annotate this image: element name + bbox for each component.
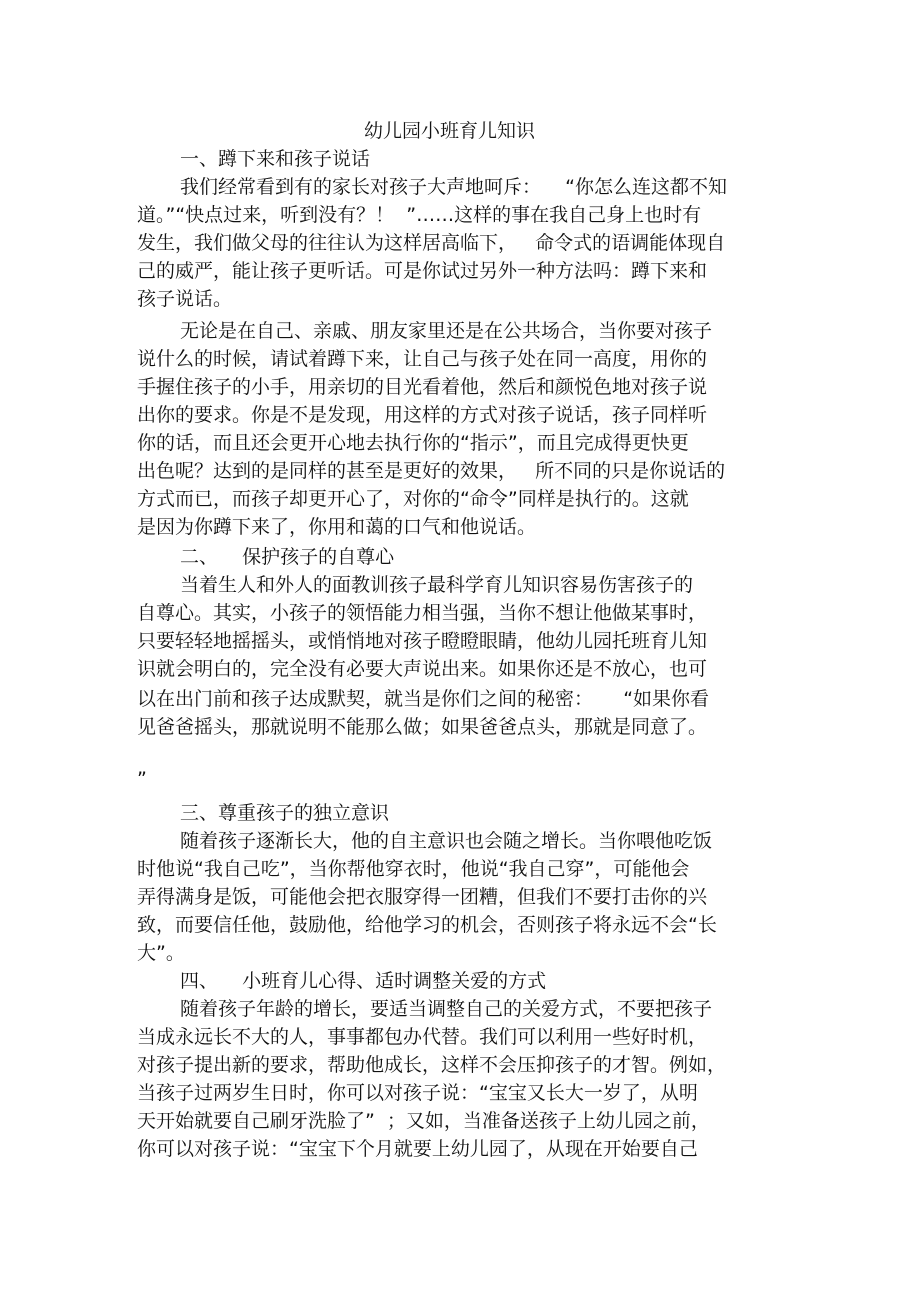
- text-line: 当着生人和外人的面教训孩子最科学育儿知识容易伤害孩子的: [180, 574, 694, 596]
- text-line: 只要轻轻地摇摇头，或悄悄地对孩子瞪瞪眼睛，他幼儿园托班育儿知: [137, 630, 708, 652]
- text-line: 见爸爸摇头，那就说明不能那么做；如果爸爸点头，那就是同意了。: [137, 716, 708, 738]
- text-line: 发生，我们做父母的往往认为这样居高临下， 命令式的语调能体现自: [137, 232, 726, 254]
- text-line: 说什么的时候，请试着蹲下来，让自己与孩子处在同一高度，用你的: [137, 348, 708, 370]
- text-line: 道。”“快点过来，听到没有？！ ”……这样的事在我自己身上也时有: [137, 204, 702, 226]
- text-line: 己的威严，能让孩子更听话。可是你试过另外一种方法吗：蹲下来和: [137, 260, 708, 282]
- text-line: 自尊心。其实，小孩子的领悟能力相当强，当你不想让他做某事时，: [137, 602, 708, 624]
- text-line: 天开始就要自己刷牙洗脸了” ；又如，当准备送孩子上幼儿园之前，: [137, 1110, 710, 1132]
- text-line: 孩子说话。: [137, 288, 233, 310]
- text-line: 时他说“我自己吃”，当你帮他穿衣时，他说“我自己穿”，可能他会: [137, 858, 690, 880]
- text-line: 当成永远长不大的人，事事都包办代替。我们可以利用一些好时机，: [137, 1026, 708, 1048]
- text-line: 无论是在自己、亲戚、朋友家里还是在公共场合，当你要对孩子: [180, 320, 713, 342]
- document-title: 幼儿园小班育儿知识: [364, 120, 536, 142]
- text-line: 致，而要信任他，鼓励他，给他学习的机会，否则孩子将永远不会“长: [137, 914, 717, 936]
- text-line: 方式而已，而孩子却更开心了，对你的“命令”同样是执行的。这就: [137, 488, 689, 510]
- heading-4: 四、 小班育儿心得、适时调整关爱的方式: [180, 970, 547, 992]
- text-line: 出你的要求。你是不是发现，用这样的方式对孩子说话，孩子同样听: [137, 404, 708, 426]
- text-line: 弄得满身是饭，可能他会把衣服穿得一团糟，但我们不要打击你的兴: [137, 886, 708, 908]
- text-line: 当孩子过两岁生日时，你可以对孩子说：“宝宝又长大一岁了，从明: [137, 1082, 698, 1104]
- text-line: 以在出门前和孩子达成默契，就当是你们之间的秘密： “如果你看: [137, 688, 710, 710]
- text-line: ”: [137, 768, 147, 790]
- heading-2: 二、 保护孩子的自尊心: [180, 546, 395, 568]
- text-line: 是因为你蹲下来了，你用和蔼的口气和他说话。: [137, 516, 537, 538]
- text-line: 出色呢？达到的是同样的甚至是更好的效果， 所不同的只是你说话的: [137, 460, 726, 482]
- text-line: 对孩子提出新的要求，帮助他成长，这样不会压抑孩子的才智。例如，: [137, 1054, 727, 1076]
- heading-3: 三、尊重孩子的独立意识: [180, 802, 390, 824]
- text-line: 随着孩子逐渐长大，他的自主意识也会随之增长。当你喂他吃饭: [180, 830, 713, 852]
- text-line: 随着孩子年龄的增长，要适当调整自己的关爱方式，不要把孩子: [180, 998, 713, 1020]
- text-line: 你可以对孩子说：“宝宝下个月就要上幼儿园了，从现在开始要自己: [137, 1138, 698, 1160]
- text-line: 大”。: [137, 942, 185, 964]
- text-line: 手握住孩子的小手，用亲切的目光看着他，然后和颜悦色地对孩子说: [137, 376, 708, 398]
- heading-1: 一、蹲下来和孩子说话: [180, 148, 371, 170]
- text-line: 你的话，而且还会更开心地去执行你的“指示”，而且完成得更快更: [137, 432, 689, 454]
- text-line: 我们经常看到有的家长对孩子大声地呵斥： “你怎么连这都不知: [180, 176, 728, 198]
- text-line: 识就会明白的，完全没有必要大声说出来。如果你还是不放心，也可: [137, 658, 708, 680]
